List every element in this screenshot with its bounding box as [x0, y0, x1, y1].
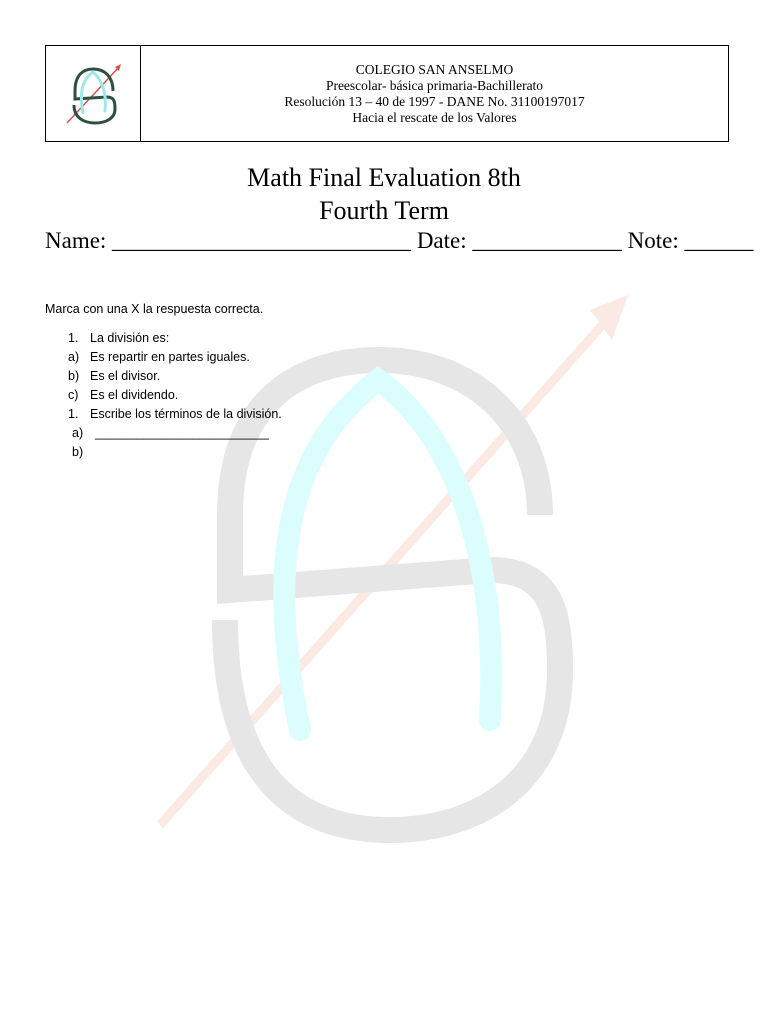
school-info: [141, 46, 728, 141]
school-resolution: Resolución 13 – 40 de 1997 - DANE No. 31100197017: [284, 93, 585, 109]
option-text: Es el divisor.: [90, 369, 161, 383]
question-text: Escribe los términos de la división.: [90, 407, 282, 421]
page-title: Math Final Evaluation 8th: [247, 163, 521, 192]
student-fields: [45, 226, 753, 256]
option-c[interactable]: [45, 386, 282, 405]
school-motto: Hacia el rescate de los Valores: [352, 109, 517, 125]
note-field[interactable]: Note: ______: [627, 228, 754, 253]
answer-blank[interactable]: _________________________: [95, 426, 269, 440]
school-name: COLEGIO SAN ANSELMO: [355, 61, 514, 77]
option-a[interactable]: [45, 348, 282, 367]
date-field[interactable]: Date: _____________: [416, 228, 622, 253]
question-number: 1.: [68, 407, 79, 421]
answer-b[interactable]: [45, 443, 282, 462]
option-text: Es repartir en partes iguales.: [90, 350, 250, 364]
instructions: Marca con una X la respuesta correcta.: [45, 302, 264, 316]
question-text: La división es:: [90, 331, 170, 345]
logo-cell: [46, 46, 141, 141]
school-levels: Preescolar- básica primaria-Bachillerato: [325, 77, 544, 93]
option-text: Es el dividendo.: [90, 388, 179, 402]
option-b[interactable]: [45, 367, 282, 386]
page-subtitle: Fourth Term: [319, 196, 449, 225]
school-header: [45, 45, 729, 142]
school-crest-icon: [61, 61, 125, 127]
answer-letter: a): [72, 426, 84, 440]
option-letter: a): [68, 350, 80, 364]
question-1: [45, 329, 282, 348]
answer-letter: b): [72, 445, 84, 459]
exam-body: [45, 300, 282, 462]
question-number: 1.: [68, 331, 79, 345]
question-2: [45, 405, 282, 424]
option-letter: c): [68, 388, 79, 402]
answer-a[interactable]: [45, 424, 282, 443]
name-field[interactable]: Name: __________________________: [45, 228, 412, 253]
option-letter: b): [68, 369, 80, 383]
